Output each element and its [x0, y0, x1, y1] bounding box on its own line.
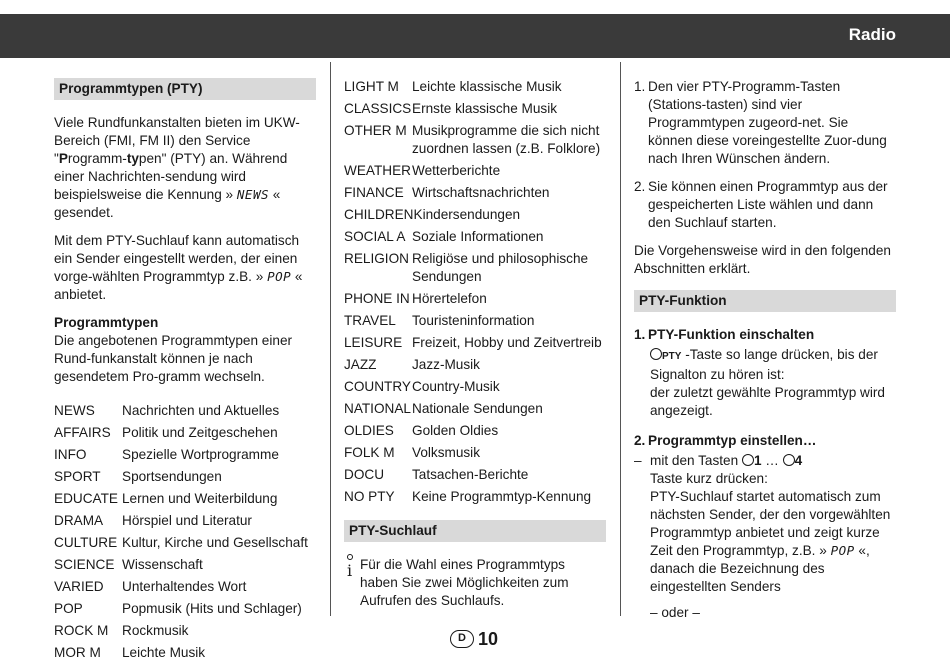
pty-type-row [54, 402, 316, 420]
pty-code: CULTURE [54, 535, 118, 550]
step-1-title: 1. PTY-Funktion einschalten [634, 327, 815, 342]
numbered-list [634, 78, 896, 232]
section-heading-suchlauf: PTY-Suchlauf [344, 520, 606, 542]
column-1 [54, 78, 316, 666]
pty-description: Nationale Sendungen [412, 401, 543, 416]
pty-description: Unterhaltendes Wort [122, 579, 247, 594]
pty-description: Tatsachen-Berichte [412, 467, 529, 482]
pty-description: Religiöse und philosophische Sendungen [412, 251, 589, 284]
pty-type-list [344, 78, 606, 506]
pty-description: Freizeit, Hobby und Zeitvertreib [412, 335, 602, 350]
pty-type-row [344, 250, 606, 286]
pty-description: Country-Musik [412, 379, 500, 394]
pty-code: WEATHER [344, 163, 411, 178]
pty-code: OLDIES [344, 423, 394, 438]
pty-code: NATIONAL [344, 401, 411, 416]
pty-type-row [54, 622, 316, 640]
pty-type-row [344, 228, 606, 246]
pty-code: DOCU [344, 467, 385, 482]
pty-description: Keine Programmtyp-Kennung [412, 489, 592, 504]
pty-code: OTHER M [344, 123, 407, 138]
pty-code: PHONE IN [344, 291, 410, 306]
column-divider [620, 62, 621, 616]
pty-description: Sportsendungen [122, 469, 222, 484]
pty-description: Popmusik (Hits und Schlager) [122, 601, 302, 616]
language-badge: D [450, 630, 474, 648]
knob-icon [650, 348, 662, 360]
oder-separator: – oder – [650, 605, 700, 620]
pty-type-row [344, 356, 606, 374]
pty-description: Nachrichten und Aktuelles [122, 403, 280, 418]
pty-code: EDUCATE [54, 491, 118, 506]
pty-description: Musikprogramme die sich nicht zuordnen lassen (z.B. Folklore) [412, 123, 601, 156]
pty-type-row [54, 490, 316, 508]
pty-code: INFO [54, 447, 87, 462]
pty-code: CLASSICS [344, 101, 412, 116]
pty-type-row [344, 162, 606, 180]
pty-code: NO PTY [344, 489, 395, 504]
pty-type-row [344, 422, 606, 440]
pty-type-row [344, 78, 606, 96]
pty-code: TRAVEL [344, 313, 396, 328]
pty-type-row [344, 334, 606, 352]
pty-code: SCIENCE [54, 557, 115, 572]
pty-code: MOR M [54, 645, 101, 660]
pty-code: DRAMA [54, 513, 104, 528]
page-number-value: 10 [478, 629, 499, 649]
pty-description: Lernen und Weiterbildung [122, 491, 278, 506]
pty-description: Rockmusik [122, 623, 189, 638]
pty-type-row [344, 100, 606, 118]
numbered-item: 2. Sie können einen Programmtyp aus der gespeicherten Liste wählen und dann den Suchlauf starten. [634, 179, 888, 230]
pty-type-row [344, 206, 606, 224]
info-icon: i [344, 556, 360, 580]
knob-icon [783, 454, 795, 466]
pty-type-row [54, 468, 316, 486]
pty-description: Spezielle Wortprogramme [122, 447, 279, 462]
pty-type-row [344, 444, 606, 462]
page-header [0, 14, 950, 58]
pty-type-row [344, 400, 606, 418]
pty-code: AFFAIRS [54, 425, 111, 440]
outro-paragraph: Die Vorgehensweise wird in den folgenden Abschnitten erklärt. [634, 243, 891, 276]
pty-description: Wissenschaft [122, 557, 203, 572]
pty-code: SOCIAL A [344, 229, 406, 244]
pty-description: Golden Oldies [412, 423, 499, 438]
subheading-programmtypen: Programmtypen [54, 315, 159, 330]
pty-code: LEISURE [344, 335, 403, 350]
pty-type-row [54, 424, 316, 442]
header-title: Radio [848, 25, 896, 44]
pty-code: COUNTRY [344, 379, 411, 394]
page-number [450, 630, 498, 648]
column-3 [634, 78, 896, 622]
pty-code: LIGHT M [344, 79, 399, 94]
subheading-text: Die angebotenen Programmtypen einer Rund-funkanstalt können je nach gesendetem Pro-gramm wechseln. [54, 333, 293, 384]
pty-code: ROCK M [54, 623, 109, 638]
pty-description: Hörspiel und Literatur [122, 513, 252, 528]
pty-type-row [344, 122, 606, 158]
pty-code: RELIGION [344, 251, 409, 266]
pty-type-row [54, 512, 316, 530]
step-2-body: Taste kurz drücken: PTY-Suchlauf startet automatisch zum nächsten Sender, der den vorgewählten Programmtyp anbietet und zeigt kurze Zeit den Programmtyp, z.B. » POP «, danach die Bezeichnung des eingestellten Senders – oder – [634, 470, 896, 622]
pty-type-row [54, 534, 316, 552]
column-divider [330, 62, 331, 616]
pty-description: Volksmusik [412, 445, 480, 460]
step-2-title: 2. Programmtyp einstellen… [634, 433, 817, 448]
pty-description: Wetterberichte [412, 163, 501, 178]
pty-description: Ernste klassische Musik [412, 101, 558, 116]
pty-code: POP [54, 601, 83, 616]
pty-description: Jazz-Musik [412, 357, 480, 372]
pty-code: FINANCE [344, 185, 404, 200]
pty-description: Leichte klassische Musik [412, 79, 562, 94]
knob-icon [742, 454, 754, 466]
step-2-option: – mit den Tasten 1 … 4 [634, 453, 803, 468]
pty-description: Politik und Zeitgeschehen [122, 425, 278, 440]
pty-code: VARIED [54, 579, 104, 594]
section-heading-pty: Programmtypen (PTY) [54, 78, 316, 100]
pty-code: NEWS [54, 403, 95, 418]
pty-type-row [344, 184, 606, 202]
pty-code: JAZZ [344, 357, 377, 372]
pty-description: Soziale Informationen [412, 229, 544, 244]
pty-type-row [344, 466, 606, 484]
section-heading-funktion: PTY-Funktion [634, 290, 896, 312]
pty-type-row [54, 556, 316, 574]
pty-type-row [54, 644, 316, 662]
pty-type-list [54, 402, 316, 662]
info-note: i Für die Wahl eines Programmtyps haben Sie zwei Möglichkeiten zum Aufrufen des Suchlaufs. [344, 556, 606, 610]
intro-paragraph-2: Mit dem PTY-Suchlauf kann automatisch ein Sender eingestellt werden, der einen vorge-wählten Programmtyp z.B. » POP « anbietet. [54, 233, 303, 302]
pty-type-row [54, 600, 316, 618]
column-2 [344, 78, 606, 610]
pty-description: Kindersendungen [413, 207, 521, 222]
step-1-body: PTY -Taste so lange drücken, bis der Signalton zu hören ist: der zuletzt gewählte Programmtyp wird angezeigt. [650, 347, 885, 418]
pty-code: CHILDREN [344, 207, 414, 222]
pty-type-row [344, 378, 606, 396]
intro-paragraph-1: Viele Rundfunkanstalten bieten im UKW-Bereich (FMI, FM II) den Service "Programm-typen" (PTY) an. Während einer Nachrichten-sendung wird beispielsweise die Kennung » NEWS « gesendet. [54, 115, 300, 220]
pty-description: Leichte Musik [122, 645, 206, 660]
pty-type-row [344, 488, 606, 506]
pty-description: Touristeninformation [412, 313, 535, 328]
pty-description: Wirtschaftsnachrichten [412, 185, 550, 200]
numbered-item: 1. Den vier PTY-Programm-Tasten (Stations-tasten) sind vier Programmtypen zugeord-net. Sie können diese voreingestellte Zuor-dung nach Ihren Wünschen ändern. [634, 79, 887, 166]
pty-code: FOLK M [344, 445, 395, 460]
pty-code: SPORT [54, 469, 101, 484]
pty-type-row [344, 290, 606, 308]
pty-description: Hörertelefon [412, 291, 487, 306]
pty-description: Kultur, Kirche und Gesellschaft [122, 535, 308, 550]
pty-type-row [54, 578, 316, 596]
pty-type-row [54, 446, 316, 464]
pty-type-row [344, 312, 606, 330]
